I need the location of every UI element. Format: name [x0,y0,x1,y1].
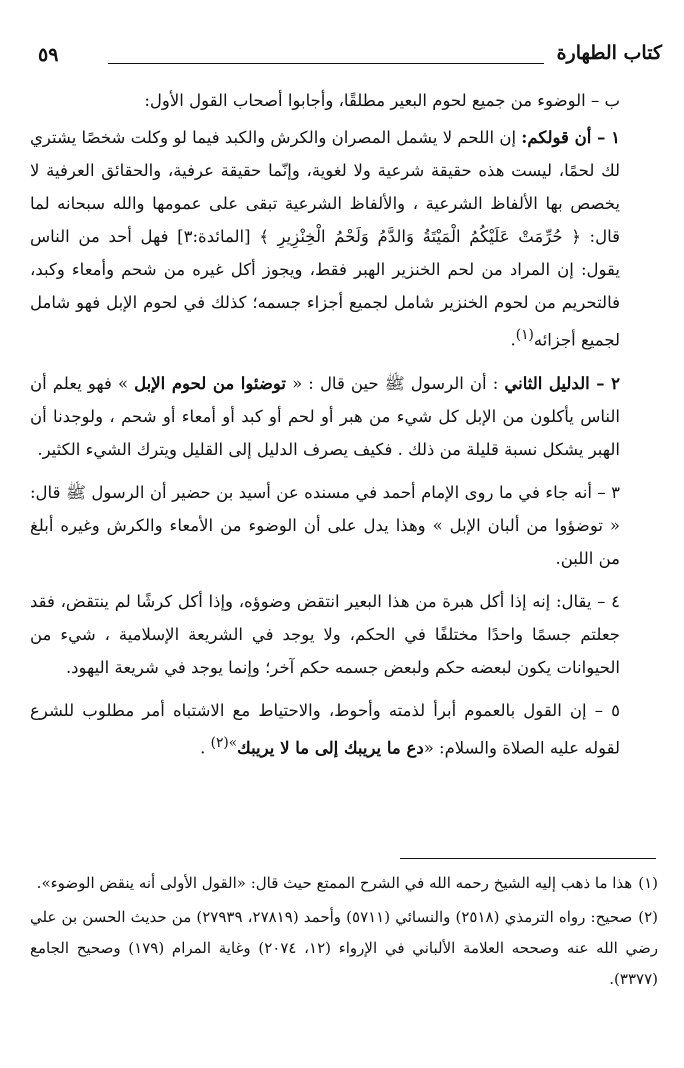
paragraph-5-pre: لقوله عليه الصلاة والسلام: « [423,738,620,757]
footnote-divider [400,858,656,859]
footnote-ref-1: (١) [515,327,534,343]
paragraph-5 [30,694,656,765]
book-title: كتاب الطهارة [556,42,662,64]
footnotes [30,868,658,998]
page-number: ٥٩ [38,44,59,66]
footnote-2-number: (٢) [638,908,658,926]
paragraph-2-lead: ٢ – الدليل الثاني [504,373,620,393]
footnote-ref-2: »(٢) [210,734,238,751]
paragraph-4-text: إنه إذا أكل هبرة من هذا البعير انتقض وضوؤه، وإذا أكل كرشًا لم ينتقض، فقد جعلتم جسمًا واحدًا مختلفًا في الحكم، ولا يوجد في الشريعة الإسلامية ، شيء من الحيوانات يكون لبعضه حكم ولبعض جسمه حكم آخر؛ وإنما يوجد في شريعة اليهود. [30,591,620,677]
paragraph-4-lead: ٤ – يقال: [555,591,620,611]
intro-line: ب – الوضوء من جميع لحوم البعير مطلقًا، وأجابوا أصحاب القول الأول: [144,91,620,110]
paragraph-1-lead: ١ – أن قولكم: [521,128,620,147]
header-rule [108,63,544,64]
paragraph-5-end: . [200,738,211,757]
paragraph-2-text: » فهو يعلم أن الناس يأكلون من الإبل كل شيء من هبر أو لحم أو كبد أو أمعاء أو شحم ، ولوجدنا أن الهبر يشكل نسبة قليلة من ذلك . فكيف يصرف الدليل إلى القليل ويترك الشيء الكثير. [30,373,620,459]
footnote-2 [30,902,658,995]
paragraph-2-hadith: توضئوا من لحوم الإبل [134,373,287,393]
paragraph-3-lead: ٣ – أنه جاء في ما روى الإمام أحمد في مسنده عن أسيد بن حضير أن الرسول ﷺ [65,482,620,502]
page-header [30,42,662,76]
paragraph-3 [30,476,656,575]
paragraph-1 [30,121,656,357]
paragraph-5-lead: ٥ – إن القول بالعموم أبرأ لذمته وأحوط، والاحتياط مع الاشتباه أمر مطلوب للشرع [30,700,620,720]
paragraph-2 [30,367,656,466]
footnote-1 [30,868,658,899]
main-text [30,84,656,774]
paragraph-1-text: إن اللحم لا يشمل المصران والكرش والكبد فيما لو وكلت شخصًا يشتري لك لحمًا، ليست هذه حقيقة شرعية ولا لغوية، وإنّما حقيقة عرفية، والحقائق العرفية لا يخصص بها الألفاظ الشرعية ، والألفاظ الشرعية تبقى على عمومها والله سبحانه لما قال: ﴿ حُرِّمَتْ عَلَيْكُمُ الْمَيْتَةُ وَالدَّمُ وَلَحْمُ الْخِنْزِيرِ ﴾ [المائدة:٣] فهل أحد من الناس يقول: إن المراد من لحم الخنزير الهبر فقط، ويجوز أكل غيره من شحم وأمعاء وكبد، فالتحريم من لحوم الخنزير شامل لجميع أجزاء جسمه؛ كذلك في لحوم الإبل فهو شامل لجميع أجزائه [30,128,620,350]
paragraph-2-pre: : أن الرسول ﷺ حين قال : « [286,373,505,393]
footnote-2-text: صحيح: رواه الترمذي (٢٥١٨) والنسائي (٥٧١١) وأحمد (٢٧٨١٩، ٢٧٩٣٩) من حديث الحسن بن علي رضي الله عنه وصححه العلامة الألباني في الإرواء (١٢، ٢٠٧٤) وغاية المرام (١٧٩) وصحيح الجامع (٣٣٧٧). [30,908,659,988]
paragraph-1-end: . [510,330,516,350]
footnote-1-text: هذا ما ذهب إليه الشيخ رحمه الله في الشرح الممتع حيث قال: «القول الأولى أنه ينقض الوضوء». [36,874,633,892]
footnote-1-number: (١) [638,874,658,892]
paragraph-4 [30,585,656,684]
paragraph-5-hadith: دع ما يريبك إلى ما لا يريبك [237,738,424,757]
paragraph-3-text: قال: « توضؤوا من ألبان الإبل » وهذا يدل على أن الوضوء من الأمعاء والكرش وغيره أبلغ من اللبن. [30,482,620,568]
